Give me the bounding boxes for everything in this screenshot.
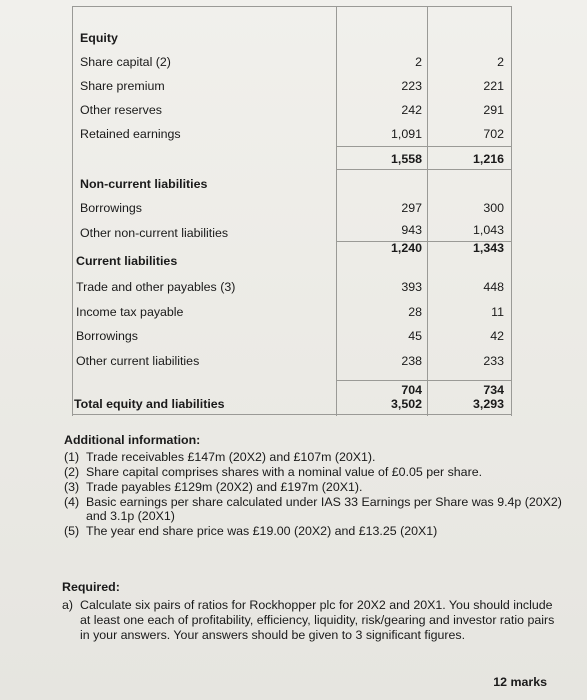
current-total-row: 704 734 xyxy=(401,383,504,397)
required-section xyxy=(62,580,562,643)
list-item: (1) Trade receivables £147m (20X2) and £107m (20X1). xyxy=(64,450,376,464)
table-row: Other reserves 242 291 xyxy=(80,103,504,117)
table-row: Share premium 223 221 xyxy=(80,79,504,93)
balance-sheet-table xyxy=(72,6,512,416)
marks-label: 12 marks xyxy=(493,675,547,689)
additional-information xyxy=(64,433,564,539)
list-item: (3) Trade payables £129m (20X2) and £197m (20X1). xyxy=(64,480,363,494)
list-item: (4) Basic earnings per share calculated under IAS 33 Earnings per Share was 9.4p (20X2) and 3.1p (20X1) xyxy=(64,495,562,523)
section-heading-current-liabilities: Current liabilities xyxy=(76,254,178,268)
grand-total-row: Total equity and liabilities 3,502 3,293 xyxy=(74,397,504,411)
question-a: a) Calculate six pairs of ratios for Rockhopper plc for 20X2 and 20X1. You should include at least one each of profitability, efficiency, liquidity, risk/gearing and investor ratio pairs in your answers. Your answers should be given to 3 significant figures. xyxy=(62,598,555,642)
subtotal-rule xyxy=(336,169,512,170)
table-row: Trade and other payables (3) 393 448 xyxy=(76,280,504,294)
notes-list xyxy=(64,450,564,538)
table-row: Other current liabilities 238 233 xyxy=(76,354,504,368)
list-item: (5) The year end share price was £19.00 (20X2) and £13.25 (20X1) xyxy=(64,524,438,538)
table-row: Other non-current liabilities 943 1,043 xyxy=(80,223,504,240)
non-current-total-row: 1,240 1,343 xyxy=(390,241,504,255)
additional-information-title: Additional information: xyxy=(64,433,201,447)
equity-total-row: 1,558 1,216 xyxy=(390,152,504,166)
table-row: Share capital (2) 2 2 xyxy=(80,55,504,69)
section-heading-non-current-liabilities: Non-current liabilities xyxy=(80,177,208,191)
table-row: Retained earnings 1,091 702 xyxy=(80,127,504,141)
list-item: (2) Share capital comprises shares with a nominal value of £0.05 per share. xyxy=(64,465,483,479)
table-row: Borrowings 45 42 xyxy=(76,329,504,343)
table-border-top xyxy=(72,6,512,7)
required-title: Required: xyxy=(62,580,120,594)
section-heading-equity: Equity xyxy=(80,31,118,45)
table-border-bottom xyxy=(72,414,512,415)
table-row: Borrowings 297 300 xyxy=(80,201,504,215)
subtotal-rule xyxy=(336,146,512,147)
table-row: Income tax payable 28 11 xyxy=(76,305,504,319)
